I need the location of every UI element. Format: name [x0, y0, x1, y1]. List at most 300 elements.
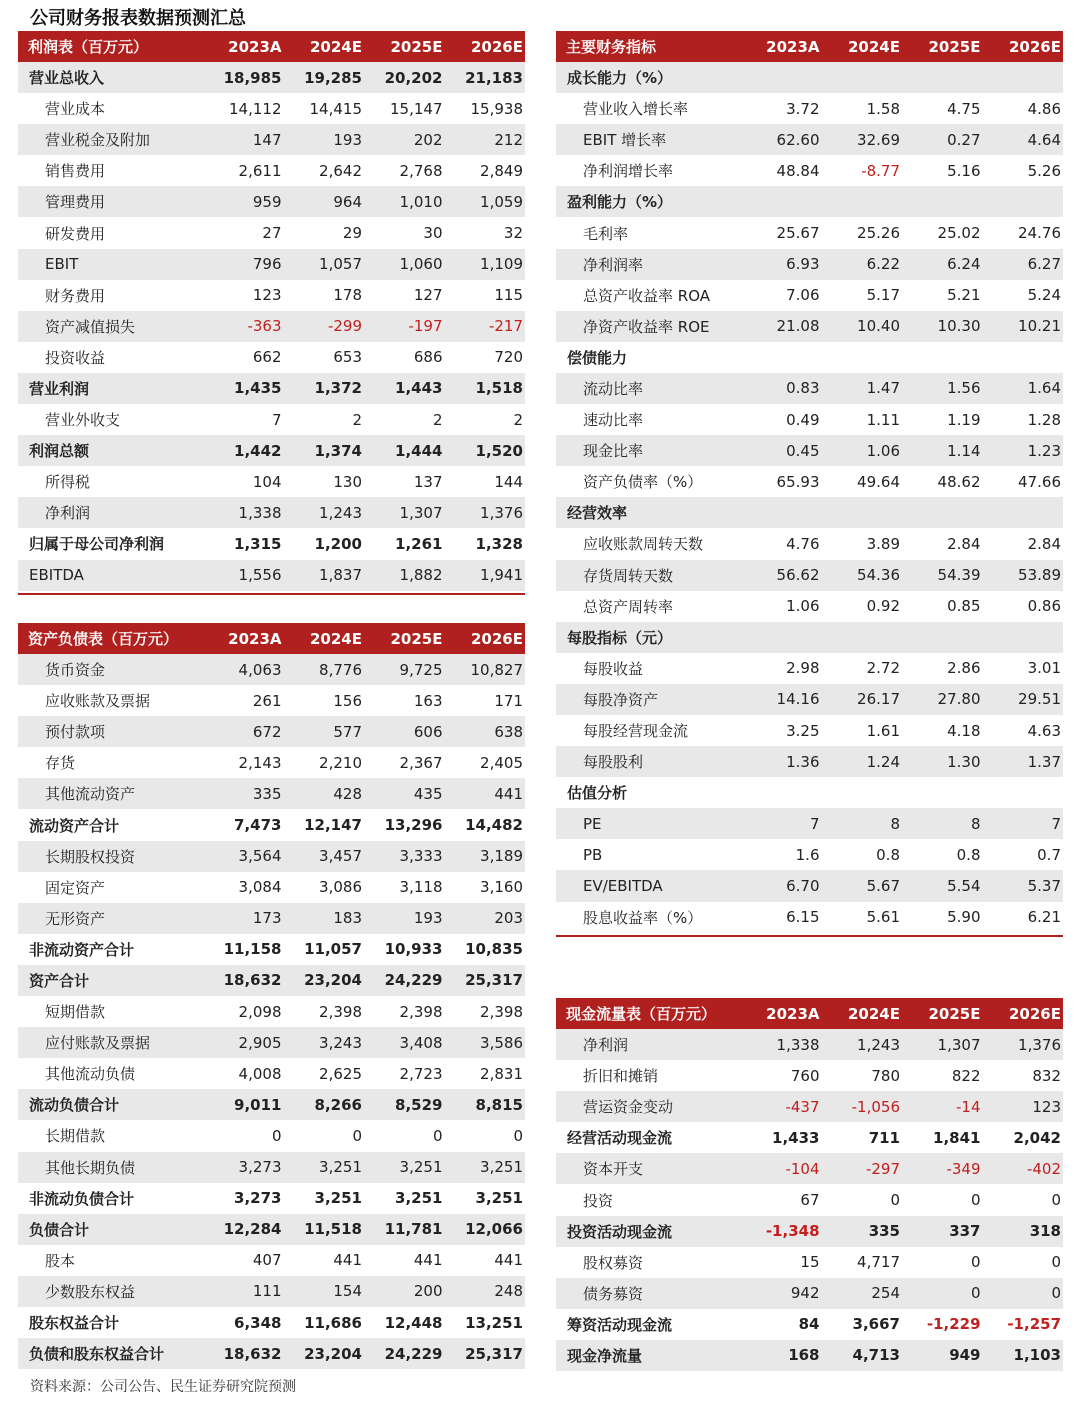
cell-value: 27.80 [937, 690, 981, 709]
table-row [18, 342, 525, 373]
cell-value: 4.63 [1027, 721, 1061, 740]
cell-value: 4,008 [238, 1064, 282, 1083]
table-row [18, 1058, 525, 1089]
cell-value: 67 [800, 1191, 820, 1210]
cell-value: 1.24 [866, 752, 900, 771]
cell-value: 441 [494, 784, 523, 803]
cell-value: 964 [333, 192, 362, 211]
row-label: 折旧和摊销 [583, 1067, 659, 1086]
cell-value: 56.62 [776, 566, 820, 585]
header-year: 2023A [766, 1004, 820, 1023]
row-label: 投资 [583, 1191, 614, 1210]
row-label: 资产减值损失 [45, 317, 136, 336]
cell-value: 48.62 [937, 472, 981, 491]
row-label: 经营活动现金流 [567, 1129, 673, 1148]
row-label: 净利润增长率 [583, 162, 674, 181]
cell-value: 173 [252, 909, 282, 928]
header-year: 2026E [471, 629, 523, 648]
table-row [556, 497, 1063, 528]
row-label: PB [583, 845, 603, 864]
cell-value: 1.61 [866, 721, 900, 740]
cell-value: 2.72 [866, 659, 900, 678]
cell-value: 62.60 [776, 130, 820, 149]
cell-value: 2 [513, 410, 523, 429]
row-label: 营业成本 [45, 100, 106, 119]
table-row [556, 902, 1063, 933]
row-label: 短期借款 [45, 1003, 106, 1022]
row-label: 非流动资产合计 [29, 940, 135, 959]
cell-value: 3.01 [1027, 659, 1061, 678]
row-label: 毛利率 [583, 224, 629, 243]
header-year: 2026E [1009, 1004, 1061, 1023]
row-label: EBIT [45, 255, 79, 274]
header-year: 2026E [1009, 37, 1061, 56]
table-row [556, 1091, 1063, 1122]
cell-value: 942 [790, 1284, 820, 1303]
cell-value: 2,849 [480, 161, 523, 180]
cell-value: 832 [1032, 1066, 1061, 1085]
cell-value: 1.06 [866, 441, 900, 460]
row-label: 净利润 [583, 1036, 629, 1055]
cell-value: 6.15 [786, 908, 820, 927]
row-label: 资产负债率（%） [583, 473, 703, 492]
cell-value: 168 [788, 1346, 820, 1365]
cell-value: 137 [413, 472, 443, 491]
cell-value: 25.26 [857, 224, 900, 243]
row-label: 营业利润 [29, 379, 90, 398]
cell-value: 65.93 [776, 472, 820, 491]
row-label: 现金净流量 [567, 1346, 643, 1365]
cell-value: 183 [333, 909, 362, 928]
cell-value: 1,435 [234, 379, 282, 398]
header-title: 现金流量表（百万元） [566, 1005, 717, 1023]
cell-value: 1,518 [475, 379, 523, 398]
table-row [18, 903, 525, 934]
row-label: 股东权益合计 [29, 1314, 120, 1333]
cell-value: 1,442 [234, 441, 282, 460]
table-row [556, 311, 1063, 342]
row-label: 少数股东权益 [45, 1282, 136, 1301]
table-row [556, 1060, 1063, 1091]
cell-value: 15 [800, 1253, 820, 1272]
table-row [18, 872, 525, 903]
cell-value: 5.26 [1027, 161, 1061, 180]
cell-value: 4.18 [947, 721, 981, 740]
cell-value: 144 [494, 472, 523, 491]
row-label: 管理费用 [45, 193, 106, 212]
table-row [556, 62, 1063, 93]
row-label: 股本 [45, 1251, 76, 1270]
cell-value: 27 [262, 224, 282, 243]
cell-value: 5.24 [1027, 286, 1061, 305]
header-year: 2025E [928, 37, 981, 56]
cell-value: 711 [868, 1128, 900, 1147]
row-label: 盈利能力（%） [567, 193, 673, 212]
cell-value: 1,556 [238, 566, 282, 585]
cell-value: 3,408 [399, 1033, 443, 1052]
cell-value: 0 [970, 1253, 981, 1272]
table-row [556, 1247, 1063, 1278]
table-row [18, 1120, 525, 1151]
cell-value: 0.49 [786, 410, 820, 429]
cell-value: 3.72 [786, 99, 820, 118]
cell-value: 3,251 [475, 1189, 523, 1208]
cell-value: 21,183 [465, 68, 523, 87]
cell-value: 2.84 [947, 534, 981, 553]
row-label: 营业外收支 [45, 411, 121, 430]
cell-value: 435 [413, 784, 443, 803]
cell-value: 0 [513, 1126, 523, 1145]
row-label: 归属于母公司净利润 [29, 535, 165, 554]
table-row [556, 870, 1063, 901]
cell-value: 193 [333, 130, 362, 149]
cell-value: 1,372 [314, 379, 362, 398]
cell-value: 200 [413, 1282, 443, 1301]
table-row [556, 715, 1063, 746]
cell-value: 1,200 [314, 534, 362, 553]
row-label: 其他流动负债 [45, 1065, 136, 1084]
cell-value: 337 [949, 1222, 981, 1241]
table-row [556, 591, 1063, 622]
table-row [556, 777, 1063, 808]
cell-value: 0.8 [876, 845, 900, 864]
cell-value: 5.16 [947, 161, 981, 180]
cell-value: 11,781 [384, 1220, 443, 1239]
cell-value: 1.58 [866, 99, 900, 118]
cell-value: 6.21 [1027, 908, 1061, 927]
table-row [18, 186, 525, 217]
cell-value: 3,667 [852, 1315, 900, 1334]
header-year: 2024E [848, 1004, 900, 1023]
table-row [18, 311, 525, 342]
cell-value: 54.39 [937, 566, 981, 585]
row-label: 每股经营现金流 [583, 722, 689, 741]
cell-value: 3,586 [480, 1033, 523, 1052]
cashflow-header-row [556, 998, 1063, 1029]
header-year: 2023A [766, 37, 820, 56]
cell-value: 0.85 [947, 597, 981, 616]
cell-value: 2.86 [947, 659, 981, 678]
cell-value: 248 [494, 1282, 523, 1301]
cell-value: 23,204 [304, 971, 362, 990]
table-row [556, 684, 1063, 715]
table-row [18, 1183, 525, 1214]
cell-value: 7.06 [786, 286, 820, 305]
cell-value: 822 [951, 1066, 981, 1085]
cell-value: 335 [868, 1222, 900, 1241]
row-label: 偿债能力 [567, 348, 628, 367]
cell-value: 7 [1051, 814, 1061, 833]
cell-value: 11,057 [304, 940, 362, 959]
cell-value: 1,243 [857, 1035, 900, 1054]
cell-value: 5.90 [947, 908, 981, 927]
cell-value: 254 [871, 1284, 900, 1303]
row-label: 营运资金变动 [583, 1098, 674, 1117]
indicators-header-row [556, 31, 1063, 62]
table-row [556, 1340, 1063, 1371]
cell-value: 760 [790, 1066, 820, 1085]
cell-value: 428 [333, 784, 362, 803]
row-label: PE [583, 814, 602, 833]
cell-value: 10.30 [937, 317, 981, 336]
table-row [556, 435, 1063, 466]
cell-value: 335 [252, 784, 282, 803]
cell-value: 0 [1051, 1253, 1061, 1272]
row-label: 长期股权投资 [45, 847, 136, 866]
cell-value: 123 [252, 286, 282, 305]
cell-value: 10,835 [465, 940, 523, 959]
cell-value: 2 [432, 410, 443, 429]
cell-value: 1,315 [234, 534, 282, 553]
row-label: 流动资产合计 [29, 816, 120, 835]
cell-value: 3,273 [234, 1189, 282, 1208]
table-row [556, 404, 1063, 435]
cell-value: 3,564 [238, 847, 282, 866]
cell-value: 171 [494, 691, 523, 710]
row-label: 应收账款及票据 [45, 692, 151, 711]
cell-value: 6.27 [1027, 255, 1061, 274]
table-row [556, 1029, 1063, 1060]
header-year: 2025E [390, 629, 443, 648]
table-row [18, 841, 525, 872]
income-bottom-rule [18, 593, 525, 595]
header-title: 利润表（百万元） [28, 38, 149, 56]
header-year: 2024E [310, 37, 362, 56]
row-label: 营业收入增长率 [583, 100, 689, 119]
cell-value: -402 [1026, 1159, 1061, 1178]
cell-value: 4.76 [786, 534, 820, 553]
cell-value: 11,158 [223, 940, 282, 959]
cell-value: 3,251 [395, 1189, 443, 1208]
row-label: 速动比率 [583, 411, 644, 430]
cell-value: 15,938 [470, 99, 523, 118]
cell-value: 1,338 [776, 1035, 820, 1054]
cell-value: 20,202 [384, 68, 443, 87]
cell-value: 2.84 [1027, 534, 1061, 553]
row-label: 估值分析 [567, 784, 628, 803]
table-row [556, 808, 1063, 839]
cell-value: 780 [871, 1066, 900, 1085]
row-label: EBITDA [29, 566, 84, 585]
table-row [18, 778, 525, 809]
row-label: EBIT 增长率 [583, 131, 667, 150]
cell-value: 127 [413, 286, 443, 305]
cell-value: 2,768 [399, 161, 443, 180]
cell-value: 2,210 [319, 753, 362, 772]
table-row [18, 1245, 525, 1276]
cell-value: 14,482 [465, 816, 523, 835]
row-label: 负债和股东权益合计 [29, 1345, 165, 1364]
row-label: 研发费用 [45, 224, 106, 243]
cell-value: 4,717 [857, 1253, 900, 1272]
cell-value: -197 [408, 317, 443, 336]
cell-value: 18,632 [223, 971, 282, 990]
cell-value: 1,374 [314, 441, 362, 460]
cell-value: 3,273 [238, 1158, 282, 1177]
row-label: 营业税金及附加 [45, 131, 151, 150]
row-label: 投资收益 [45, 348, 106, 367]
row-label: 成长能力（%） [567, 69, 673, 88]
cell-value: 4.64 [1027, 130, 1061, 149]
cell-value: 1,837 [319, 566, 362, 585]
cell-value: 1.56 [947, 379, 981, 398]
cell-value: 0.83 [786, 379, 820, 398]
cell-value: 123 [1032, 1097, 1061, 1116]
row-label: 债务募资 [583, 1284, 644, 1303]
cell-value: 130 [333, 472, 362, 491]
cell-value: 2,642 [319, 161, 362, 180]
cell-value: 5.67 [866, 876, 900, 895]
cell-value: 14,112 [229, 99, 282, 118]
cell-value: 19,285 [304, 68, 362, 87]
table-row [18, 435, 525, 466]
table-row [556, 373, 1063, 404]
cell-value: 1.64 [1027, 379, 1061, 398]
row-label: 负债合计 [29, 1220, 90, 1239]
table-row [18, 1089, 525, 1120]
row-label: 其他长期负债 [45, 1158, 136, 1177]
table-row [556, 217, 1063, 248]
cell-value: 53.89 [1018, 566, 1061, 585]
cell-value: 212 [494, 130, 523, 149]
row-label: EV/EBITDA [583, 876, 663, 895]
cashflow-table [556, 998, 1063, 1371]
row-label: 长期借款 [45, 1127, 106, 1146]
cell-value: 1,307 [937, 1035, 981, 1054]
cell-value: 0.86 [1027, 597, 1061, 616]
cell-value: 0.8 [956, 845, 981, 864]
cell-value: 1.28 [1027, 410, 1061, 429]
table-row [18, 93, 525, 124]
cell-value: 1,261 [395, 534, 443, 553]
cell-value: 6.70 [786, 876, 820, 895]
cell-value: 4.86 [1027, 99, 1061, 118]
table-row [18, 1027, 525, 1058]
row-label: 应付账款及票据 [45, 1034, 151, 1053]
cell-value: 15,147 [390, 99, 443, 118]
cell-value: 1.30 [947, 752, 981, 771]
cell-value: -1,229 [926, 1315, 981, 1334]
table-row [556, 280, 1063, 311]
row-label: 经营效率 [567, 504, 628, 523]
cell-value: 6.22 [866, 255, 900, 274]
cell-value: 949 [949, 1346, 981, 1365]
table-row [556, 249, 1063, 280]
cell-value: -104 [785, 1159, 820, 1178]
header-title: 资产负债表（百万元） [28, 630, 179, 648]
cell-value: 1,433 [772, 1128, 820, 1147]
cell-value: 1,444 [395, 441, 443, 460]
cell-value: 147 [252, 130, 282, 149]
financial-indicators-table [556, 31, 1063, 933]
cell-value: -8.77 [861, 161, 900, 180]
table-row [18, 934, 525, 965]
table-row [556, 1153, 1063, 1184]
cell-value: 1,841 [933, 1128, 981, 1147]
header-title: 主要财务指标 [566, 38, 657, 56]
cell-value: 5.37 [1027, 876, 1061, 895]
table-row [556, 466, 1063, 497]
cell-value: 18,985 [223, 68, 282, 87]
cell-value: 2,611 [238, 161, 282, 180]
table-row [556, 1184, 1063, 1215]
cell-value: 21.08 [776, 317, 820, 336]
table-row [556, 528, 1063, 559]
cell-value: 29 [342, 224, 362, 243]
row-label: 现金比率 [583, 442, 644, 461]
cell-value: 202 [413, 130, 443, 149]
cell-value: 14,415 [309, 99, 362, 118]
cell-value: 7 [809, 814, 820, 833]
row-label: 财务费用 [45, 286, 106, 305]
row-label: 营业总收入 [29, 69, 105, 88]
row-label: 净资产收益率 ROE [583, 317, 710, 336]
row-label: 股权募资 [583, 1253, 644, 1272]
cell-value: 796 [252, 255, 282, 274]
row-label: 每股收益 [583, 659, 644, 678]
header-year: 2026E [471, 37, 523, 56]
cell-value: 14.16 [776, 690, 820, 709]
row-label: 投资活动现金流 [567, 1222, 673, 1241]
cell-value: 6.93 [786, 255, 820, 274]
table-row [18, 280, 525, 311]
cell-value: 203 [494, 909, 523, 928]
cell-value: 25.02 [937, 224, 981, 243]
cell-value: 3,243 [319, 1033, 362, 1052]
cell-value: 3,251 [319, 1158, 362, 1177]
cell-value: 4,063 [238, 660, 282, 679]
table-row [556, 622, 1063, 653]
table-row [18, 716, 525, 747]
table-row [18, 62, 525, 93]
row-label: 利润总额 [29, 442, 90, 461]
cell-value: 1,338 [238, 503, 282, 522]
row-label: 流动比率 [583, 379, 644, 398]
table-row [18, 155, 525, 186]
cell-value: 3.25 [786, 721, 820, 740]
cell-value: 8,266 [314, 1095, 362, 1114]
cell-value: 0 [970, 1284, 981, 1303]
indicators-bottom-rule [556, 935, 1063, 937]
cell-value: 29.51 [1018, 690, 1061, 709]
cell-value: 261 [252, 691, 282, 710]
cell-value: 24,229 [384, 1344, 443, 1363]
cell-value: 25.67 [776, 224, 820, 243]
table-row [18, 965, 525, 996]
table-row [556, 839, 1063, 870]
cell-value: 25,317 [465, 971, 523, 990]
cell-value: 2,398 [319, 1002, 362, 1021]
table-row [18, 373, 525, 404]
table-row [18, 466, 525, 497]
cell-value: 0.27 [947, 130, 981, 149]
header-year: 2023A [228, 37, 282, 56]
cell-value: 178 [333, 286, 362, 305]
row-label: 货币资金 [45, 661, 106, 680]
cell-value: 47.66 [1018, 472, 1061, 491]
table-row [556, 342, 1063, 373]
cell-value: -1,056 [851, 1097, 900, 1116]
row-label: 资产合计 [29, 971, 90, 990]
row-label: 预付款项 [45, 723, 106, 742]
table-row [18, 404, 525, 435]
row-label: 每股净资产 [583, 690, 659, 709]
table-row [556, 746, 1063, 777]
cell-value: 441 [333, 1251, 362, 1270]
table-row [18, 1307, 525, 1338]
cell-value: 1,243 [319, 503, 362, 522]
cell-value: 2,723 [399, 1064, 443, 1083]
